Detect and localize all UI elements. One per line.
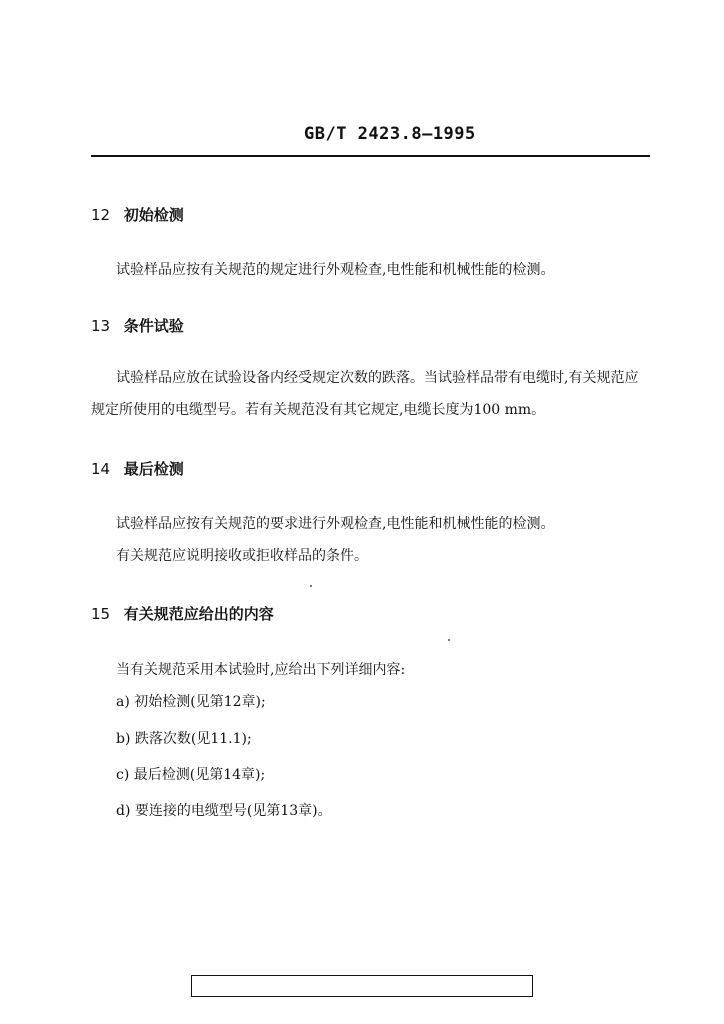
scan-speck xyxy=(310,585,312,587)
section-13-heading xyxy=(91,315,184,336)
section-title: 初始检测 xyxy=(123,206,184,224)
section-14-heading xyxy=(91,458,184,479)
list-item: c) 最后检测(见第14章); xyxy=(116,767,266,783)
standard-code: GB/T 2423.8—1995 xyxy=(304,124,476,144)
section-number: 13 xyxy=(91,317,111,335)
footer-box xyxy=(191,975,533,997)
header-rule xyxy=(91,155,650,157)
section-number: 12 xyxy=(91,206,111,224)
section-13-paragraph: 试验样品应放在试验设备内经受规定次数的跌落。当试验样品带有电缆时,有关规范应规定所使用的电缆型号。若有关规范没有其它规定,电缆长度为100 mm。 xyxy=(91,370,639,418)
section-12-heading xyxy=(91,204,184,225)
list-item: a) 初始检测(见第12章); xyxy=(116,694,266,710)
section-title: 条件试验 xyxy=(123,317,184,335)
section-number: 15 xyxy=(91,605,111,623)
section-title: 有关规范应给出的内容 xyxy=(123,605,274,623)
section-title: 最后检测 xyxy=(123,460,184,478)
section-14-paragraph-1: 试验样品应按有关规范的要求进行外观检查,电性能和机械性能的检测。 xyxy=(116,516,555,532)
list-item: d) 要连接的电缆型号(见第13章)。 xyxy=(116,803,332,819)
section-number: 14 xyxy=(91,460,111,478)
section-15-intro: 当有关规范采用本试验时,应给出下列详细内容: xyxy=(116,662,406,678)
section-12-paragraph: 试验样品应按有关规范的规定进行外观检查,电性能和机械性能的检测。 xyxy=(116,262,555,278)
scan-speck xyxy=(448,639,450,641)
section-15-heading xyxy=(91,603,274,624)
section-14-paragraph-2: 有关规范应说明接收或拒收样品的条件。 xyxy=(116,548,368,564)
list-item: b) 跌落次数(见11.1); xyxy=(116,731,252,747)
